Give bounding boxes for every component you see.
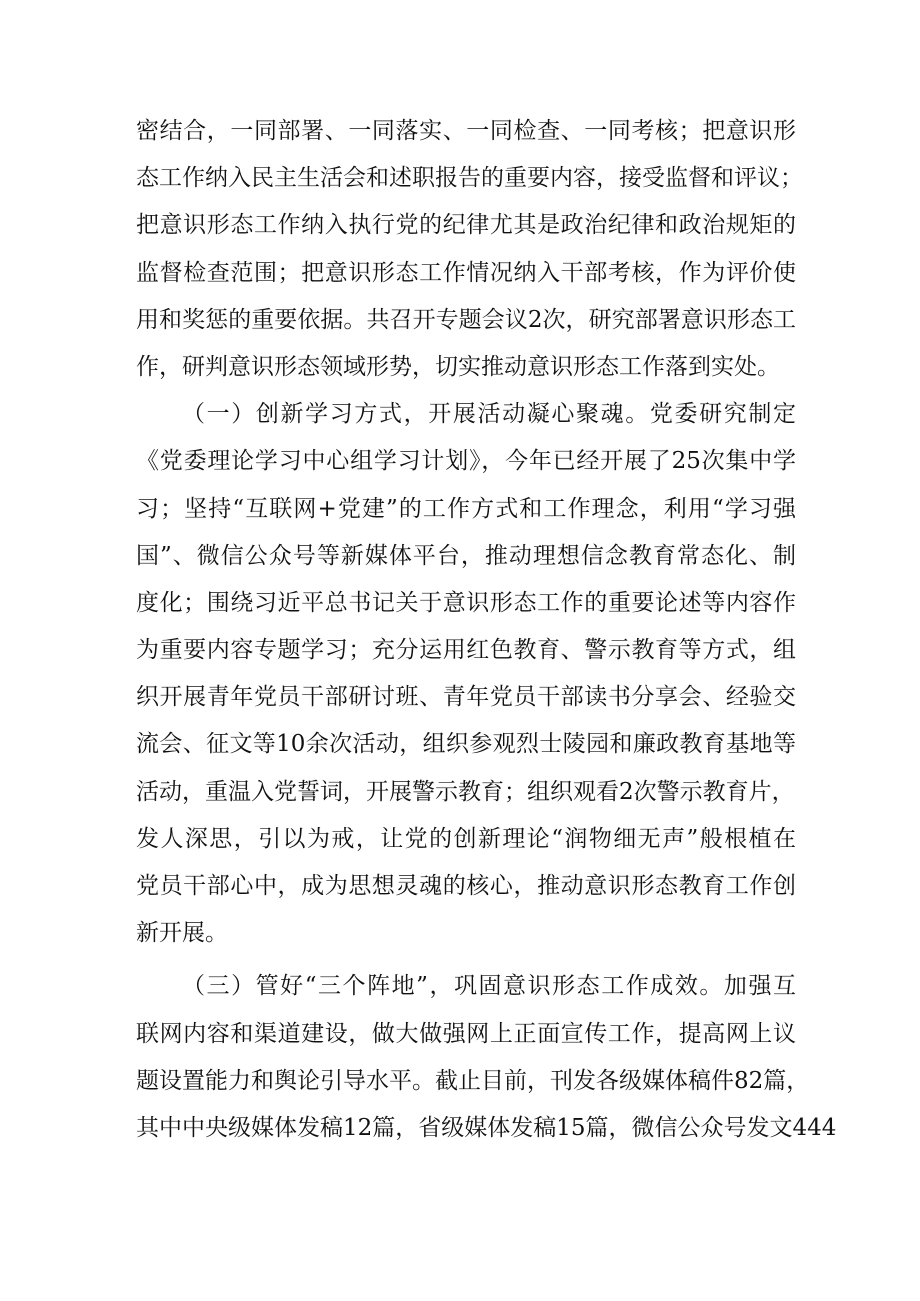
text-line: 态工作纳入民主生活会和述职报告的重要内容，接受监督和评议； [136, 165, 803, 192]
text-line: 把意识形态工作纳入执行党的纪律尤其是政治纪律和政治规矩的 [136, 212, 796, 239]
text-line: 监督检查范围；把意识形态工作情况纳入干部考核，作为评价使 [136, 259, 796, 286]
text-line: 用和奖惩的重要依据。共召开专题会议2次，研究部署意识形态工 [136, 306, 796, 333]
text-line: 密结合，一同部署、一同落实、一同检查、一同考核；把意识形 [136, 118, 796, 144]
text-line: 活动，重温入党誓词，开展警示教育；组织观看2次警示教育片， [136, 778, 795, 805]
text-line: 作，研判意识形态领域形势，切实推动意识形态工作落到实处。 [136, 353, 780, 380]
paragraph-1 [136, 108, 803, 391]
text-line: 题设置能力和舆论引导水平。截止目前，刊发各级媒体稿件82篇， [136, 1067, 810, 1094]
text-line: 党员干部心中，成为思想灵魂的核心，推动意识形态教育工作创 [136, 873, 796, 899]
paragraph-2 [136, 391, 796, 957]
text-line: 流会、征文等10余次活动，组织参观烈士陵园和廉政教育基地等 [136, 731, 796, 758]
text-line: 《党委理论学习中心组学习计划》，今年已经开展了25次集中学 [136, 448, 796, 475]
paragraph-3 [136, 963, 837, 1152]
text-line: 习；坚持“互联网+党建”的工作方式和工作理念，利用“学习强 [136, 495, 796, 522]
text-line: 发人深思，引以为戒，让党的创新理论“润物细无声”般根植在 [136, 825, 796, 852]
text-line: 织开展青年党员干部研讨班、青年党员干部读书分享会、经验交 [136, 684, 796, 711]
section-heading-line: （一）创新学习方式，开展活动凝心聚魂。党委研究制定 [182, 401, 796, 428]
section-heading-line: （三）管好“三个阵地”，巩固意识形态工作成效。加强互 [182, 973, 796, 1000]
text-line: 国”、微信公众号等新媒体平台，推动理想信念教育常态化、制 [136, 542, 796, 569]
text-line: 新开展。 [136, 920, 228, 947]
text-line: 为重要内容专题学习；充分运用红色教育、警示教育等方式，组 [136, 637, 796, 664]
text-line: 其中中央级媒体发稿12篇，省级媒体发稿15篇，微信公众号发文444 [136, 1114, 837, 1141]
document-body [136, 108, 837, 1152]
text-line: 度化；围绕习近平总书记关于意识形态工作的重要论述等内容作 [136, 589, 796, 616]
text-line: 联网内容和渠道建设，做大做强网上正面宣传工作，提高网上议 [136, 1020, 796, 1047]
